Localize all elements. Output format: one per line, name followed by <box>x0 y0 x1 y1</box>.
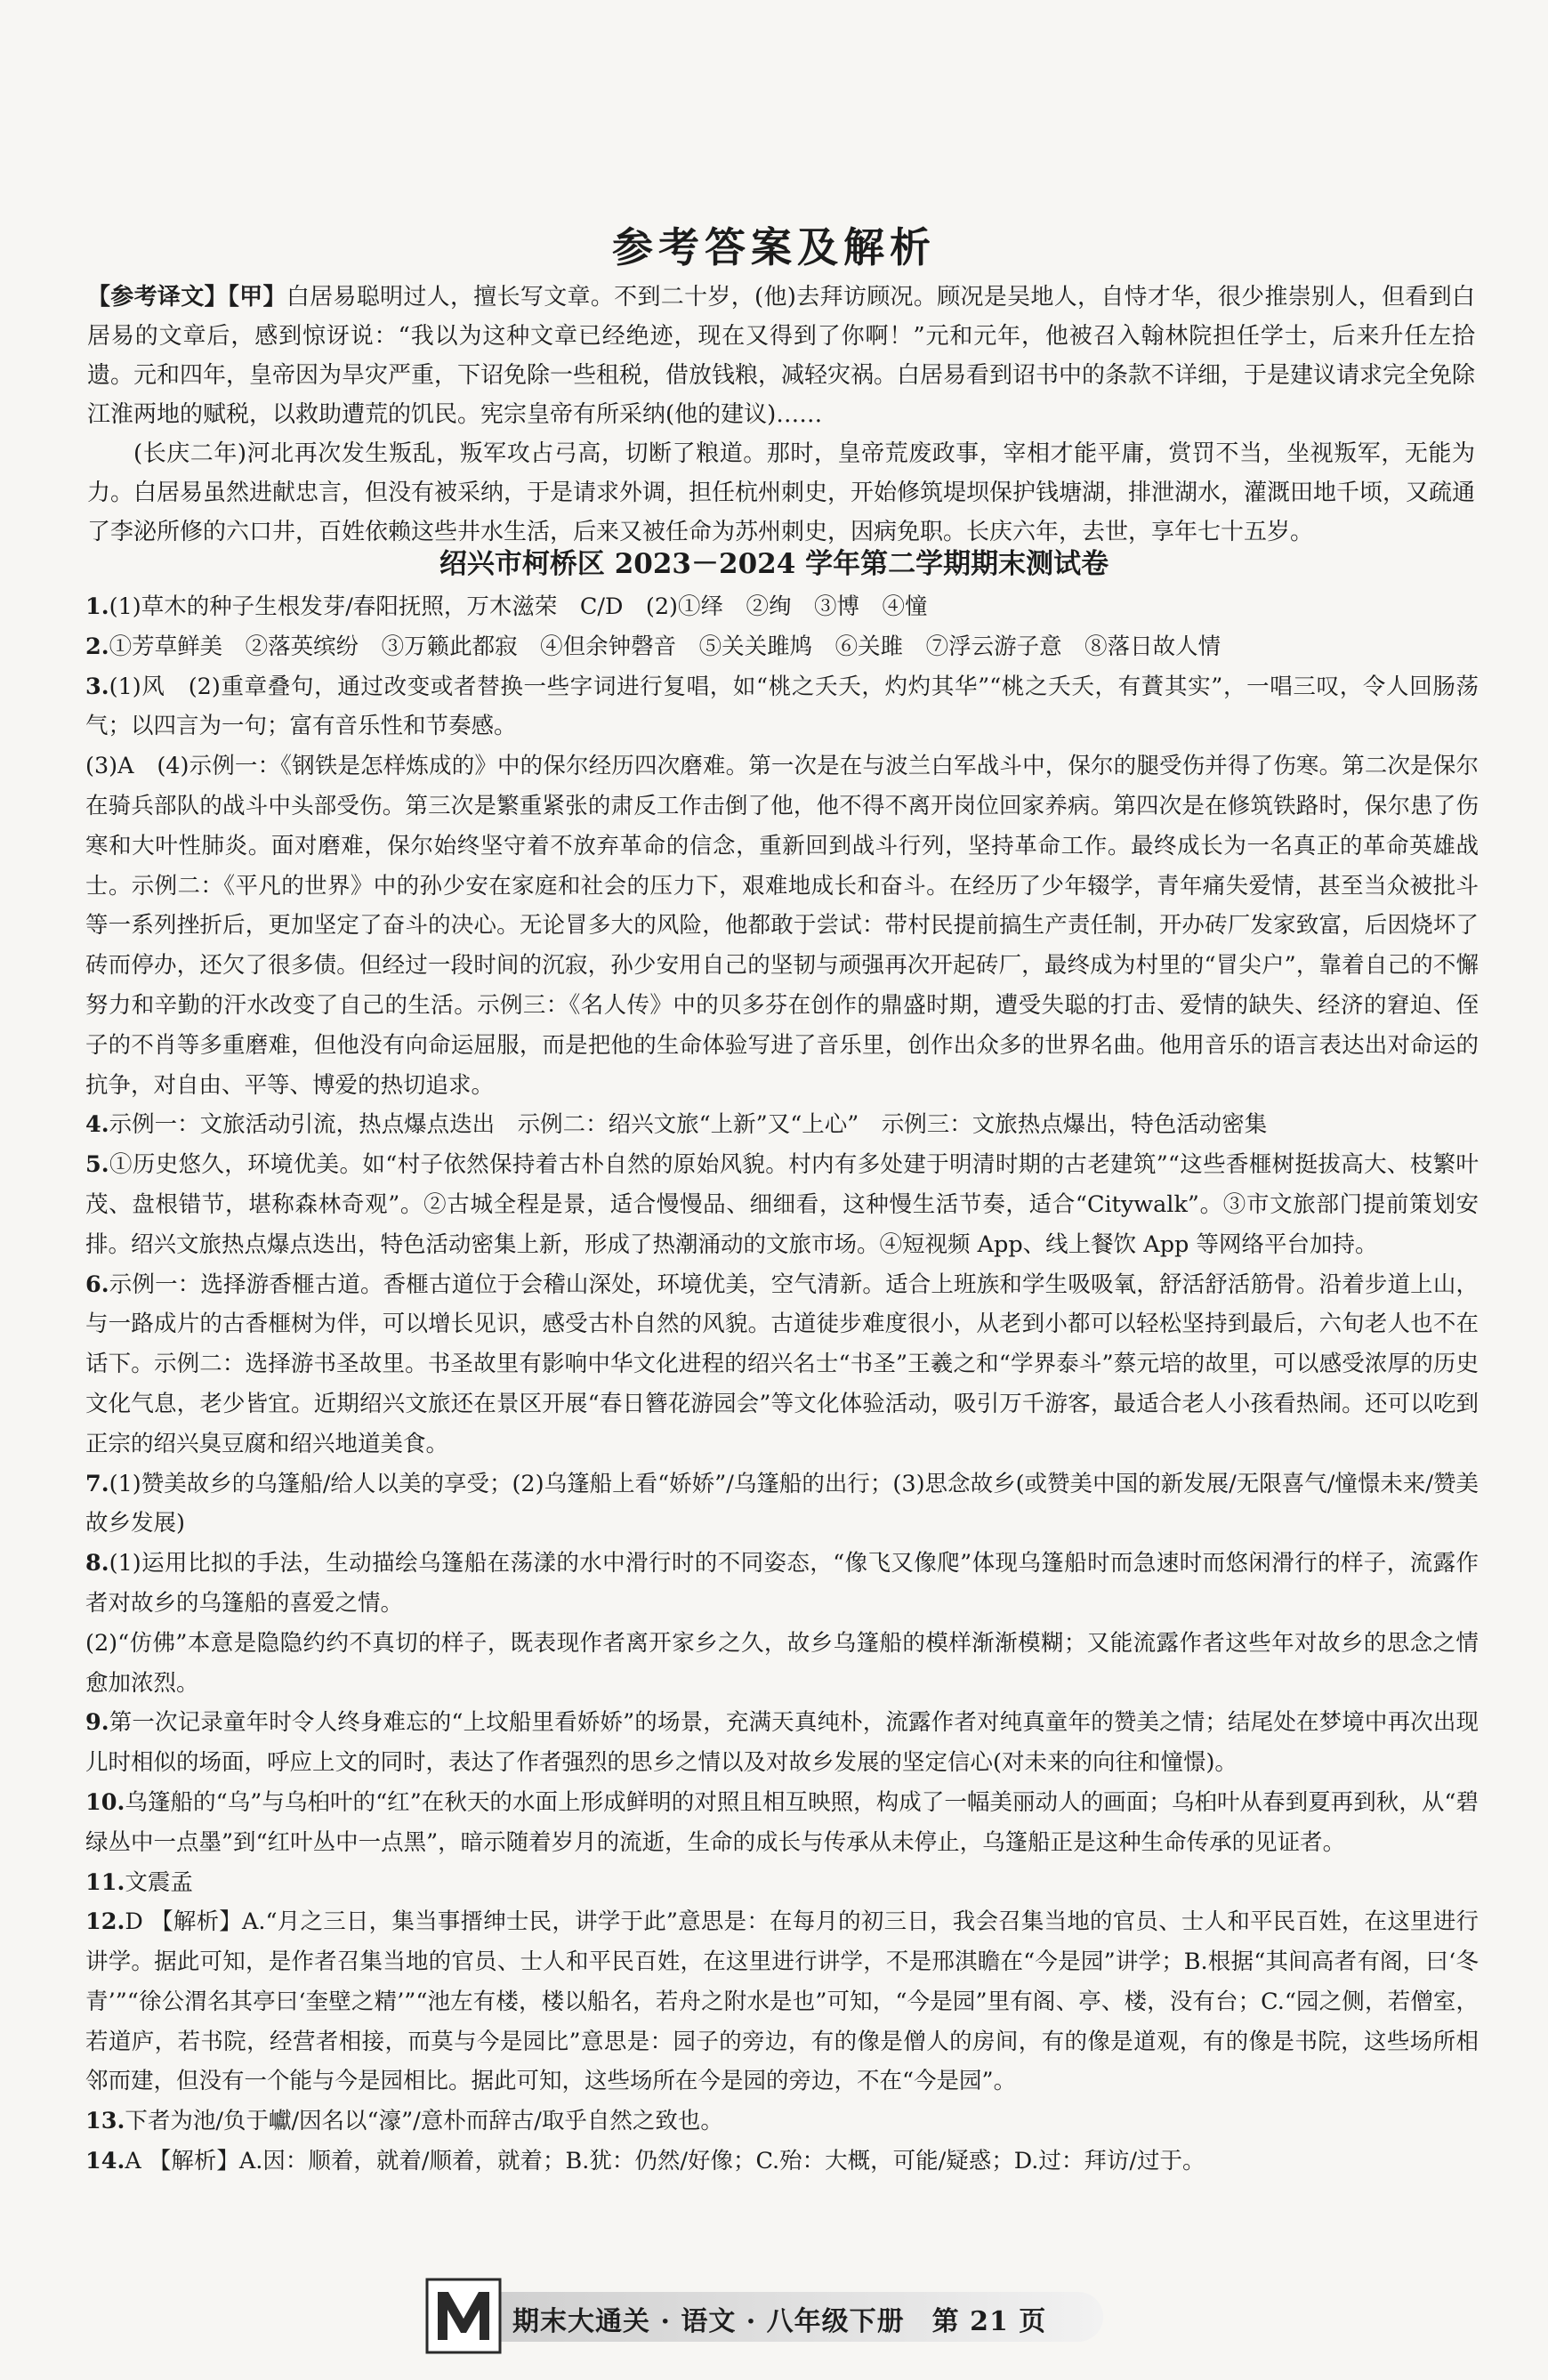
answer-number: 2. <box>85 633 109 660</box>
answer-item <box>85 2142 1479 2182</box>
footer-text: 期末大通关 · 语文 · 八年级下册 第 21 页 <box>512 2306 1047 2337</box>
answer-number: 12. <box>85 1908 125 1936</box>
answer-text: 文震孟 <box>125 1868 193 1896</box>
answer-item <box>85 1863 1479 1903</box>
answer-item <box>85 1783 1479 1863</box>
answer-text: 乌篷船的“乌”与乌桕叶的“红”在秋天的水面上形成鲜明的对照且相互映照，构成了一幅美丽动人的画面；乌桕叶从春到夏再到秋，从“碧绿丛中一点墨”到“红叶丛中一点黑”，暗示随着岁月的流逝，生命的成长与传承从未停止，乌篷船正是这种生命传承的见证者。 <box>85 1788 1479 1856</box>
answer-text: (1)赞美故乡的乌篷船/给人以美的享受；(2)乌篷船上看“娇娇”/乌篷船的出行；(3)思念故乡(或赞美中国的新发展/无限喜气/憧憬未来/赞美故乡发展) <box>85 1470 1479 1537</box>
answer-text: D 【解析】A.“月之三日，集当事搢绅士民，讲学于此”意思是：在每月的初三日，我会召集当地的官员、士人和平民百姓，在这里进行讲学。据此可知，是作者召集当地的官员、士人和平民百姓，在这里进行讲学，不是邢淇瞻在“今是园”讲学；B.根据“其间高者有阁，曰‘冬青’”“徐公渭名其亭曰‘奎壁之精’”“池左有楼，楼以船名，若舟之附水是也”可知，“今是园”里有阁、亭、楼，没有台；C.“园之侧，若僧室，若道庐，若书院，经营者相接，而莫与今是园比”意思是：园子的旁边，有的像是僧人的房间，有的像是道观，有的像是书院，这些场所相邻而建，但没有一个能与今是园相比。据此可知，这些场所在今是园的旁边，不在“今是园”。 <box>85 1908 1479 2095</box>
answer-text: (1)风 (2)重章叠句，通过改变或者替换一些字词进行复唱，如“桃之夭夭，灼灼其华”“桃之夭夭，有蕡其实”，一唱三叹，令人回肠荡气；以四言为一句；富有音乐性和节奏感。 <box>85 673 1479 740</box>
answer-item <box>85 1464 1479 1545</box>
answer-item <box>85 1624 1479 1704</box>
answer-text: 第一次记录童年时令人终身难忘的“上坟船里看娇娇”的场景，充满天真纯朴，流露作者对纯真童年的赞美之情；结尾处在梦境中再次出现儿时相似的场面，呼应上文的同时，表达了作者强烈的思乡之情以及对故乡发展的坚定信心(对未来的向往和憧憬)。 <box>85 1709 1479 1777</box>
answer-number: 7. <box>85 1470 109 1497</box>
answer-text: ①历史悠久，环境优美。如“村子依然保持着古朴自然的原始风貌。村内有多处建于明清时期的古老建筑”“这些香榧树挺拔高大、枝繁叶茂、盘根错节，堪称森林奇观”。②古城全程是景，适合慢慢品、细细看，这种慢生活节奏，适合“Citywalk”。③市文旅部门提前策划安排。绍兴文旅热点爆点迭出，特色活动密集上新，形成了热潮涌动的文旅市场。④短视频 App、线上餐饮 App 等网络平台加持。 <box>85 1151 1479 1258</box>
answer-number: 9. <box>85 1709 109 1737</box>
answer-number: 14. <box>85 2148 125 2175</box>
translation-para-2: (长庆二年)河北再次发生叛乱，叛军攻占弓高，切断了粮道。那时，皇帝荒废政事，宰相才能平庸，赏罚不当，坐视叛军，无能为力。白居易虽然进献忠言，但没有被采纳，于是请求外调，担任杭州刺史，开始修筑堤坝保护钱塘湖，排泄湖水，灌溉田地千顷，又疏通了李泌所修的六口井，百姓依赖这些井水生活，后来又被任命为苏州刺史，因病免职。长庆六年，去世，享年七十五岁。 <box>87 440 1476 545</box>
answer-item <box>85 1902 1479 2102</box>
answer-text: 下者为池/负于巘/因名以“濠”/意朴而辞古/取乎自然之致也。 <box>125 2108 723 2135</box>
answer-number: 1. <box>85 593 109 620</box>
answer-item <box>85 2102 1479 2142</box>
answer-item <box>85 587 1479 627</box>
answer-text: (1)运用比拟的手法，生动描绘乌篷船在荡漾的水中滑行时的不同姿态，“像飞又像爬”体现乌篷船时而急速时而悠闲滑行的样子，流露作者对故乡的乌篷船的喜爱之情。 <box>85 1550 1479 1617</box>
answer-text: (2)“仿佛”本意是隐隐约约不真切的样子，既表现作者离开家乡之久，故乡乌篷船的模样渐渐模糊；又能流露作者这些年对故乡的思念之情愈加浓烈。 <box>85 1629 1479 1697</box>
answer-item <box>85 1265 1479 1464</box>
answer-item <box>85 1703 1479 1783</box>
answer-text: 示例一：选择游香榧古道。香榧古道位于会稽山深处，环境优美，空气清新。适合上班族和学生吸吸氧，舒活舒活筋骨。沿着步道上山，与一路成片的古香榧树为伴，可以增长见识，感受古朴自然的风貌。古道徒步难度很小，从老到小都可以轻松坚持到最后，六旬老人也不在话下。示例二：选择游书圣故里。书圣故里有影响中华文化进程的绍兴名士“书圣”王羲之和“学界泰斗”蔡元培的故里，可以感受浓厚的历史文化气息，老少皆宜。近期绍兴文旅还在景区开展“春日簪花游园会”等文化体验活动，吸引万千游客，最适合老人小孩看热闹。还可以吃到正宗的绍兴臭豆腐和绍兴地道美食。 <box>85 1271 1479 1457</box>
answer-item <box>85 746 1479 1105</box>
answer-text: (3)A (4)示例一：《钢铁是怎样炼成的》中的保尔经历四次磨难。第一次是在与波兰白军战斗中，保尔的腿受伤并得了伤寒。第二次是保尔在骑兵部队的战斗中头部受伤。第三次是繁重紧张的肃反工作击倒了他，他不得不离开岗位回家养病。第四次是在修筑铁路时，保尔患了伤寒和大叶性肺炎。面对磨难，保尔始终坚守着不放弃革命的信念，重新回到战斗行列，坚持革命工作。最终成长为一名真正的革命英雄战士。示例二：《平凡的世界》中的孙少安在家庭和社会的压力下，艰难地成长和奋斗。在经历了少年辍学，青年痛失爱情，甚至当众被批斗等一系列挫折后，更加坚定了奋斗的决心。无论冒多大的风险，他都敢于尝试：带村民提前搞生产责任制，开办砖厂发家致富，后因烧坏了砖而停办，还欠了很多债。但经过一段时间的沉寂，孙少安用自己的坚韧与顽强再次开起砖厂，最终成为村里的“冒尖户”，靠着自己的不懈努力和辛勤的汗水改变了自己的生活。示例三：《名人传》中的贝多芬在创作的鼎盛时期，遭受失聪的打击、爱情的缺失、经济的窘迫、侄子的不肖等多重磨难，但他没有向命运屈服，而是把他的生命体验写进了音乐里，创作出众多的世界名曲。他用音乐的语言表达出对命运的抗争，对自由、平等、博爱的热切追求。 <box>85 753 1479 1099</box>
page-title: 参考答案及解析 <box>612 223 936 271</box>
reference-translation <box>87 278 1475 552</box>
answer-text: (1)草木的种子生根发芽/春阳抚照，万木滋荣 C/D (2)①绎 ②绚 ③博 ④憧 <box>109 593 928 620</box>
translation-tag: 【参考译文】【甲】 <box>87 284 286 311</box>
answer-number: 11. <box>85 1868 125 1896</box>
exam-title: 绍兴市柯桥区 2023－2024 学年第二学期期末测试卷 <box>439 548 1109 580</box>
answer-number: 8. <box>85 1550 109 1577</box>
answer-number: 6. <box>85 1271 109 1298</box>
answer-number: 4. <box>85 1111 109 1139</box>
answer-item <box>85 1544 1479 1624</box>
publisher-logo-icon <box>425 2278 502 2354</box>
answer-number: 10. <box>85 1788 125 1816</box>
answer-list <box>85 587 1479 2182</box>
translation-para-1: 【参考译文】【甲】白居易聪明过人，擅长写文章。不到二十岁，(他)去拜访顾况。顾况是吴地人，自恃才华，很少推崇别人，但看到白居易的文章后，感到惊讶说：“我以为这种文章已经绝迹，现在又得到了你啊！”元和元年，他被召入翰林院担任学士，后来升任左拾遗。元和四年，皇帝因为旱灾严重，下诏免除一些租税，借放钱粮，减轻灾祸。白居易看到诏书中的条款不详细，于是建议请求完全免除江淮两地的赋税，以救助遭荒的饥民。宪宗皇帝有所采纳(他的建议)…… <box>87 284 1476 428</box>
answer-text: ①芳草鲜美 ②落英缤纷 ③万籁此都寂 ④但余钟磬音 ⑤关关雎鸠 ⑥关雎 ⑦浮云游子意 ⑧落日故人情 <box>109 633 1221 660</box>
answer-item <box>85 1105 1479 1145</box>
answer-number: 3. <box>85 673 109 700</box>
answer-item <box>85 627 1479 667</box>
answer-number: 13. <box>85 2108 125 2135</box>
page-footer <box>425 2278 1128 2354</box>
answer-text: 示例一：文旅活动引流，热点爆点迭出 示例二：绍兴文旅“上新”又“上心” 示例三：文旅热点爆出，特色活动密集 <box>109 1111 1268 1139</box>
answer-text: A 【解析】A.因：顺着，就着/顺着，就着；B.犹：仍然/好像；C.殆：大概，可能/疑惑；D.过：拜访/过于。 <box>125 2148 1205 2175</box>
answer-number: 5. <box>85 1151 109 1179</box>
answer-item <box>85 667 1479 747</box>
answer-item <box>85 1145 1479 1264</box>
